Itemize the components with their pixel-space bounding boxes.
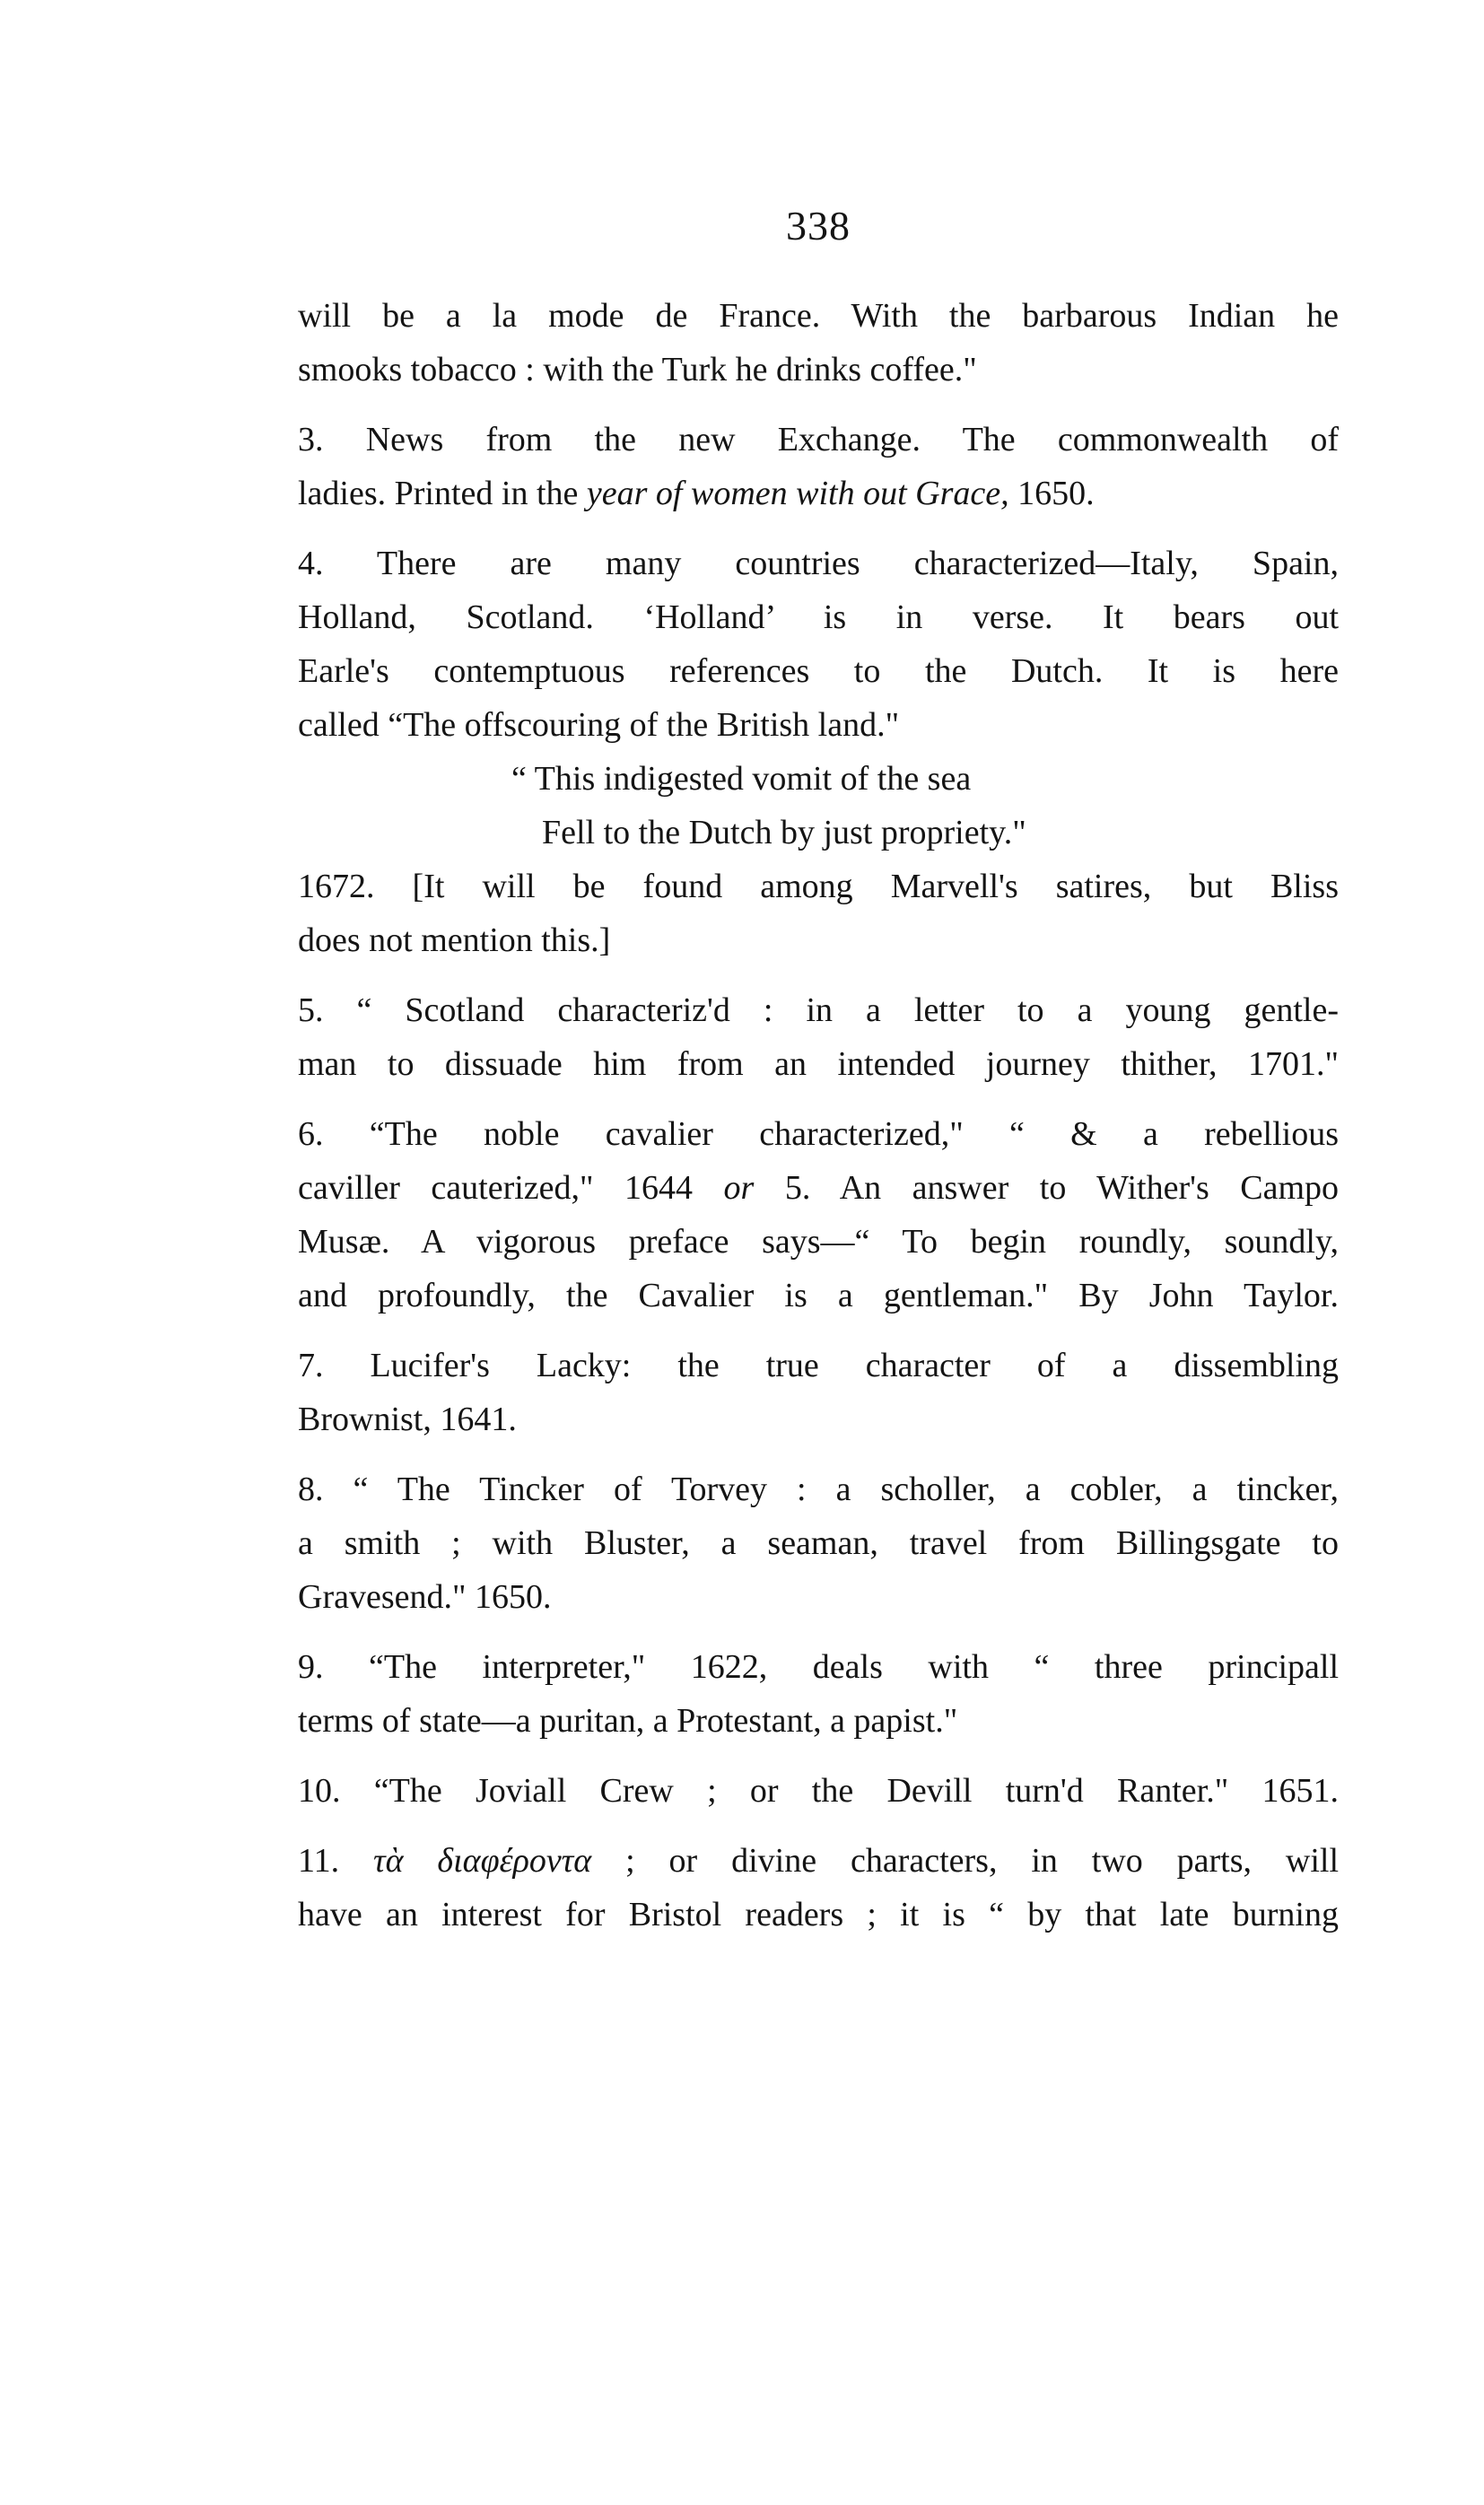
- text-span: ladies. Printed in the: [298, 475, 587, 512]
- text-line: Musæ. A vigorous preface says—“ To begin roundly, soundly,: [298, 1223, 1339, 1261]
- text-line: [298, 467, 1339, 520]
- text-span: 5. An answer to Wither's Campo: [754, 1169, 1340, 1207]
- book-page: [298, 0, 1339, 2505]
- text-line: terms of state—a puritan, a Protestant, a papist.": [298, 1702, 958, 1740]
- text-line: 3. News from the new Exchange. The commonwealth of: [298, 421, 1339, 458]
- text-line: 5. “ Scotland characteriz'd : in a letter to a young gentle-: [298, 991, 1339, 1029]
- text-line: 8. “ The Tincker of Torvey : a scholler, a cobler, a tincker,: [298, 1471, 1339, 1508]
- text-line: 9. “The interpreter," 1622, deals with “ three principall: [298, 1648, 1339, 1686]
- text-line: Brownist, 1641.: [298, 1401, 517, 1438]
- text-line: 4. There are many countries characterized—Italy, Spain,: [298, 545, 1339, 582]
- verse-line: “ This indigested vomit of the sea: [511, 760, 972, 798]
- text-line: man to dissuade him from an intended journey thither, 1701.": [298, 1045, 1339, 1083]
- text-line: 1672. [It will be found among Marvell's satires, but Bliss: [298, 868, 1339, 905]
- italic-title: year of women with out Grace,: [586, 475, 1009, 512]
- text-line: Gravesend." 1650.: [298, 1578, 552, 1616]
- text-line: smooks tobacco : with the Turk he drinks coffee.": [298, 351, 977, 388]
- page-body: [298, 289, 1339, 1942]
- text-line: called “The offscouring of the British land.": [298, 706, 900, 744]
- text-line: 6. “The noble cavalier characterized," “ & a rebellious: [298, 1115, 1339, 1153]
- page-number: 338: [786, 203, 851, 249]
- text-line: Holland, Scotland. ‘Holland’ is in verse. It bears out: [298, 598, 1339, 636]
- text-span: caviller cauterized," 1644: [298, 1169, 724, 1207]
- text-span: 11.: [298, 1842, 373, 1880]
- text-line: 7. Lucifer's Lacky: the true character of a dissembling: [298, 1347, 1339, 1384]
- text-span: 1650.: [1008, 475, 1095, 512]
- verse-line: Fell to the Dutch by just propriety.": [542, 814, 1026, 851]
- text-line: does not mention this.]: [298, 921, 611, 959]
- text-line: will be a la mode de France. With the barbarous Indian he: [298, 297, 1339, 335]
- text-line: a smith ; with Bluster, a seaman, travel from Billingsgate to: [298, 1524, 1339, 1562]
- text-line: [298, 1161, 1339, 1215]
- greek-title: τὰ διαφέροντα: [372, 1842, 592, 1880]
- italic-word: or: [723, 1169, 755, 1207]
- text-line: and profoundly, the Cavalier is a gentleman." By John Taylor.: [298, 1277, 1339, 1314]
- text-line: have an interest for Bristol readers ; it is “ by that late burning: [298, 1896, 1339, 1933]
- text-span: ; or divine characters, in two parts, will: [591, 1842, 1340, 1880]
- text-line: 10. “The Joviall Crew ; or the Devill turn'd Ranter." 1651.: [298, 1772, 1339, 1810]
- text-line: [298, 1834, 1339, 1888]
- text-line: Earle's contemptuous references to the Dutch. It is here: [298, 652, 1339, 690]
